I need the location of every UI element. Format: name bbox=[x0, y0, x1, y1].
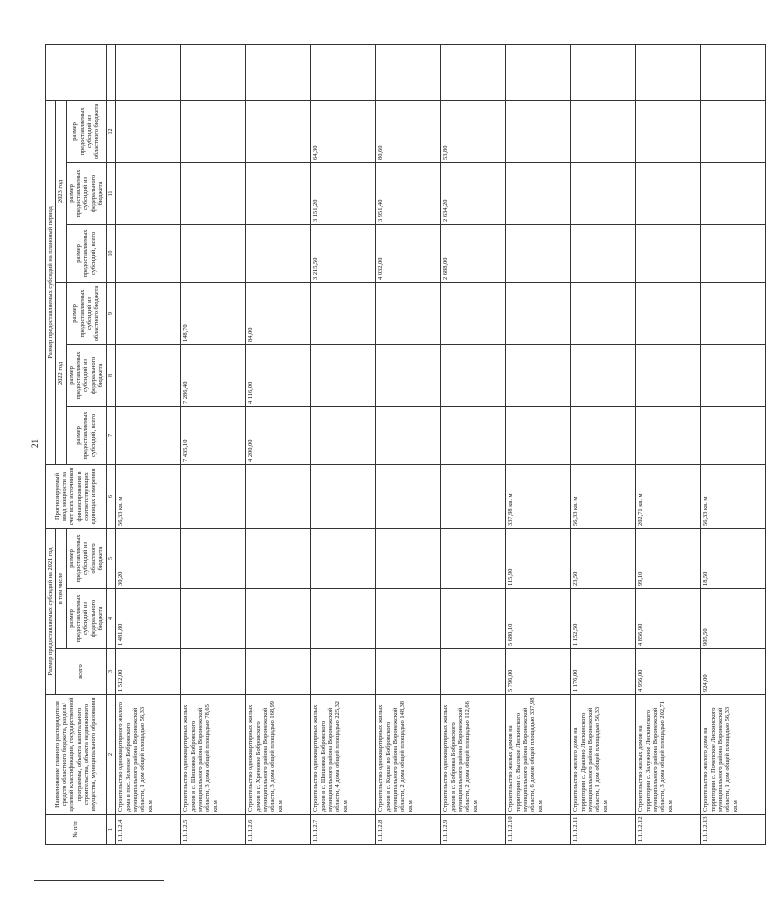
colnum: 4 bbox=[106, 589, 116, 649]
header-name: Наименование главного распорядителя средств областного бюджета, раздела/целевой классификации, государственной программы, объекта капитального строительства, объекта недвижимого имущества, муниципального образования bbox=[46, 695, 107, 815]
cell-no: 1.1.1.2.10 bbox=[506, 815, 571, 845]
cell-c5: 30,20 bbox=[116, 528, 181, 588]
cell-no: 1.1.1.2.8 bbox=[376, 815, 441, 845]
cell-c3 bbox=[311, 649, 376, 695]
colnum: 7 bbox=[106, 406, 116, 464]
cell-c9 bbox=[441, 282, 506, 344]
column-numbers-row bbox=[106, 44, 116, 844]
cell-c5 bbox=[311, 528, 376, 588]
cell-c9 bbox=[571, 282, 636, 344]
cell-c11 bbox=[116, 162, 181, 224]
table-row bbox=[506, 44, 571, 844]
header-2022: 2022 год bbox=[56, 282, 66, 464]
header-incl: в том числе bbox=[56, 528, 66, 648]
cell-c9 bbox=[376, 282, 441, 344]
cell-c7 bbox=[636, 406, 701, 464]
cell-empty bbox=[116, 44, 181, 100]
cell-empty bbox=[246, 44, 311, 100]
cell-name: Строительство жилых домов на территории с. Высокое Лискинского муниципального района Воронежской области, 6 домов общей площадью 337,98 кв.м bbox=[506, 695, 571, 815]
colnum: 2 bbox=[106, 695, 116, 815]
cell-c7 bbox=[116, 406, 181, 464]
cell-c10 bbox=[116, 224, 181, 282]
cell-c12 bbox=[571, 100, 636, 162]
cell-c11 bbox=[571, 162, 636, 224]
cell-c6 bbox=[376, 464, 441, 528]
cell-c3: 1 176,00 bbox=[571, 649, 636, 695]
colnum: 6 bbox=[106, 464, 116, 528]
cell-no: 1.1.1.2.9 bbox=[441, 815, 506, 845]
header-obl-2021: размер предоставляемых субсидий из областного бюджета bbox=[66, 528, 106, 588]
cell-empty bbox=[181, 44, 246, 100]
cell-c5 bbox=[246, 528, 311, 588]
cell-empty bbox=[571, 44, 636, 100]
cell-c6: 56,33 кв. м bbox=[701, 464, 766, 528]
cell-c10 bbox=[701, 224, 766, 282]
cell-c7: 7 435,10 bbox=[181, 406, 246, 464]
cell-c11 bbox=[506, 162, 571, 224]
cell-c10 bbox=[571, 224, 636, 282]
cell-c3: 4 956,00 bbox=[636, 649, 701, 695]
header-all-2023: размер предоставляемых субсидий, всего bbox=[66, 224, 106, 282]
cell-empty bbox=[701, 44, 766, 100]
header-no: № п/п bbox=[46, 815, 107, 845]
cell-name: Строительство одноквартирных жилых домов в с. Хреновое Бобровского муниципального района Воронежской области, 3 дома общей площадью 168,99 кв.м bbox=[246, 695, 311, 815]
cell-c8 bbox=[701, 344, 766, 406]
cell-c6 bbox=[441, 464, 506, 528]
cell-c10: 2 688,00 bbox=[441, 224, 506, 282]
cell-c8 bbox=[376, 344, 441, 406]
cell-c10 bbox=[181, 224, 246, 282]
cell-c4: 5 680,10 bbox=[506, 589, 571, 649]
header-plan: Размер предоставляемых субсидий на плановый период bbox=[46, 100, 56, 464]
header-all-2022: размер предоставляемых субсидий, всего bbox=[66, 406, 106, 464]
header-forecast: Прогнозируемый ввод мощности за счет всех источников финансирования в соответствующих единицах измерения bbox=[46, 464, 107, 528]
cell-c10: 4 032,00 bbox=[376, 224, 441, 282]
cell-c12: 53,80 bbox=[441, 100, 506, 162]
cell-c7 bbox=[311, 406, 376, 464]
cell-c5 bbox=[441, 528, 506, 588]
cell-c6: 56,33 кв. м bbox=[116, 464, 181, 528]
cell-c8 bbox=[636, 344, 701, 406]
cell-c4 bbox=[376, 589, 441, 649]
cell-c3 bbox=[441, 649, 506, 695]
cell-c6 bbox=[181, 464, 246, 528]
cell-c6: 337,98 кв. м bbox=[506, 464, 571, 528]
cell-c6: 202,71 кв. м bbox=[636, 464, 701, 528]
cell-c10: 3 215,50 bbox=[311, 224, 376, 282]
colnum: 12 bbox=[106, 100, 116, 162]
cell-name: Строительство жилых домов на территории с. Залужное Лискинского муниципального района Воронежской области, 3 дома общей площадью 202,71 кв.м bbox=[636, 695, 701, 815]
table-row bbox=[571, 44, 636, 844]
cell-c7 bbox=[571, 406, 636, 464]
cell-c12 bbox=[181, 100, 246, 162]
table-row bbox=[636, 44, 701, 844]
cell-c5: 99,10 bbox=[636, 528, 701, 588]
cell-c8: 7 286,40 bbox=[181, 344, 246, 406]
cell-name: Строительство жилого дома на территории с. Почепское Лискинского муниципального района Воронежской области, 1 дом общей площадью 56,33 кв.м bbox=[701, 695, 766, 815]
cell-no: 1.1.1.2.11 bbox=[571, 815, 636, 845]
header-fed-2021: размер предоставляемых субсидий из федерального бюджета bbox=[66, 589, 106, 649]
colnum: 9 bbox=[106, 282, 116, 344]
cell-empty bbox=[506, 44, 571, 100]
cell-c12: 64,30 bbox=[311, 100, 376, 162]
page-number: 21 bbox=[30, 439, 40, 448]
table-row bbox=[701, 44, 766, 844]
cell-c4: 4 856,90 bbox=[636, 589, 701, 649]
cell-c5: 115,90 bbox=[506, 528, 571, 588]
header-fed-2022: размер предоставляемых субсидий из федерального бюджета bbox=[66, 344, 106, 406]
cell-name: Строительство одноквартирных жилых домов в с. Шишовка Бобровского муниципального района Воронежской области, 3 дома общей площадью 78,65 кв.м bbox=[181, 695, 246, 815]
cell-c11: 2 634,20 bbox=[441, 162, 506, 224]
table-row bbox=[311, 44, 376, 844]
cell-c4 bbox=[311, 589, 376, 649]
cell-no: 1.1.1.2.13 bbox=[701, 815, 766, 845]
cell-name: Строительство одноквартирного жилого дома в пос. Зеленое Бобровского муниципального района Воронежской области, 1 дом общей площадью 56,33 кв.м bbox=[116, 695, 181, 815]
colnum: 1 bbox=[106, 815, 116, 845]
cell-c12 bbox=[116, 100, 181, 162]
cell-name: Строительство одноквартирных жилых домов в с. Бобровка Бобровского муниципального района Воронежской области, 2 дома общей площадью 112,66 кв.м bbox=[441, 695, 506, 815]
cell-c8: 4 116,00 bbox=[246, 344, 311, 406]
cell-c12 bbox=[636, 100, 701, 162]
cell-empty bbox=[636, 44, 701, 100]
cell-empty bbox=[311, 44, 376, 100]
cell-c7: 4 200,00 bbox=[246, 406, 311, 464]
table-row bbox=[376, 44, 441, 844]
colnum: 11 bbox=[106, 162, 116, 224]
cell-c9 bbox=[116, 282, 181, 344]
cell-name: Строительство одноквартирных жилых домов в с. Корше во Бобровского муниципального района Воронежской области, 2 дома общей площадью 148,38 кв.м bbox=[376, 695, 441, 815]
cell-c10 bbox=[506, 224, 571, 282]
table-row bbox=[181, 44, 246, 844]
cell-c11 bbox=[181, 162, 246, 224]
cell-c12 bbox=[246, 100, 311, 162]
header-2023: 2023 год bbox=[56, 100, 66, 282]
cell-c7 bbox=[701, 406, 766, 464]
cell-c4: 1 152,50 bbox=[571, 589, 636, 649]
cell-c9 bbox=[311, 282, 376, 344]
cell-c12: 80,60 bbox=[376, 100, 441, 162]
cell-c6 bbox=[311, 464, 376, 528]
cell-c5: 18,50 bbox=[701, 528, 766, 588]
cell-c11 bbox=[701, 162, 766, 224]
cell-c3 bbox=[376, 649, 441, 695]
cell-c9: 84,00 bbox=[246, 282, 311, 344]
cell-c4: 1 481,80 bbox=[116, 589, 181, 649]
cell-c9 bbox=[506, 282, 571, 344]
cell-no: 1.1.1.2.4 bbox=[116, 815, 181, 845]
cell-c11: 3 951,40 bbox=[376, 162, 441, 224]
cell-c3 bbox=[246, 649, 311, 695]
colnum: 10 bbox=[106, 224, 116, 282]
cell-c5 bbox=[181, 528, 246, 588]
cell-empty bbox=[376, 44, 441, 100]
cell-c8 bbox=[116, 344, 181, 406]
cell-name: Строительство жилого дома на территории с. Дракино Лискинского муниципального района Воронежской области, 1 дом общей площадью 56,33 кв.м bbox=[571, 695, 636, 815]
cell-c8 bbox=[311, 344, 376, 406]
cell-c4 bbox=[181, 589, 246, 649]
cell-c4 bbox=[441, 589, 506, 649]
cell-c4 bbox=[246, 589, 311, 649]
header-obl-2022: размер предоставляемых субсидий из областного бюджета bbox=[66, 282, 106, 344]
table-body bbox=[116, 44, 766, 844]
cell-c11 bbox=[636, 162, 701, 224]
cell-c3: 5 796,00 bbox=[506, 649, 571, 695]
cell-c3: 1 512,00 bbox=[116, 649, 181, 695]
header-total: всего bbox=[56, 649, 106, 695]
cell-c9: 148,70 bbox=[181, 282, 246, 344]
table-row bbox=[116, 44, 181, 844]
cell-empty bbox=[441, 44, 506, 100]
cell-c3: 924,00 bbox=[701, 649, 766, 695]
subsidy-table bbox=[45, 44, 766, 845]
cell-c9 bbox=[701, 282, 766, 344]
cell-c7 bbox=[441, 406, 506, 464]
cell-c7 bbox=[376, 406, 441, 464]
cell-c7 bbox=[506, 406, 571, 464]
cell-c8 bbox=[441, 344, 506, 406]
colnum: 3 bbox=[106, 649, 116, 695]
cell-c8 bbox=[506, 344, 571, 406]
cell-c3 bbox=[181, 649, 246, 695]
footnote-divider bbox=[34, 880, 164, 881]
cell-no: 1.1.1.2.5 bbox=[181, 815, 246, 845]
cell-c8 bbox=[571, 344, 636, 406]
cell-c4: 905,50 bbox=[701, 589, 766, 649]
cell-no: 1.1.1.2.7 bbox=[311, 815, 376, 845]
cell-c12 bbox=[506, 100, 571, 162]
cell-c5: 23,50 bbox=[571, 528, 636, 588]
cell-c6 bbox=[246, 464, 311, 528]
cell-c11 bbox=[246, 162, 311, 224]
header-obl-2023: размер предоставляемых субсидий из областного бюджета bbox=[66, 100, 106, 162]
colnum: 8 bbox=[106, 344, 116, 406]
table-row bbox=[441, 44, 506, 844]
cell-c11: 3 151,20 bbox=[311, 162, 376, 224]
cell-c10 bbox=[246, 224, 311, 282]
cell-c10 bbox=[636, 224, 701, 282]
header-fed-2023: размер предоставляемых субсидий из федерального бюджета bbox=[66, 162, 106, 224]
cell-c12 bbox=[701, 100, 766, 162]
colnum: 5 bbox=[106, 528, 116, 588]
cell-name: Строительство одноквартирных жилых домов в с. Шишовка Бобровского муниципального района Воронежской области, 4 дома общей площадью 225,32 кв.м bbox=[311, 695, 376, 815]
cell-c6: 56,33 кв. м bbox=[571, 464, 636, 528]
table-row bbox=[246, 44, 311, 844]
cell-c9 bbox=[636, 282, 701, 344]
cell-no: 1.1.1.2.6 bbox=[246, 815, 311, 845]
cell-no: 1.1.1.2.12 bbox=[636, 815, 701, 845]
cell-c5 bbox=[376, 528, 441, 588]
header-subsidy-2021: Размер предоставляемых субсидий на 2021 год bbox=[46, 528, 56, 694]
document-sheet bbox=[45, 45, 739, 845]
